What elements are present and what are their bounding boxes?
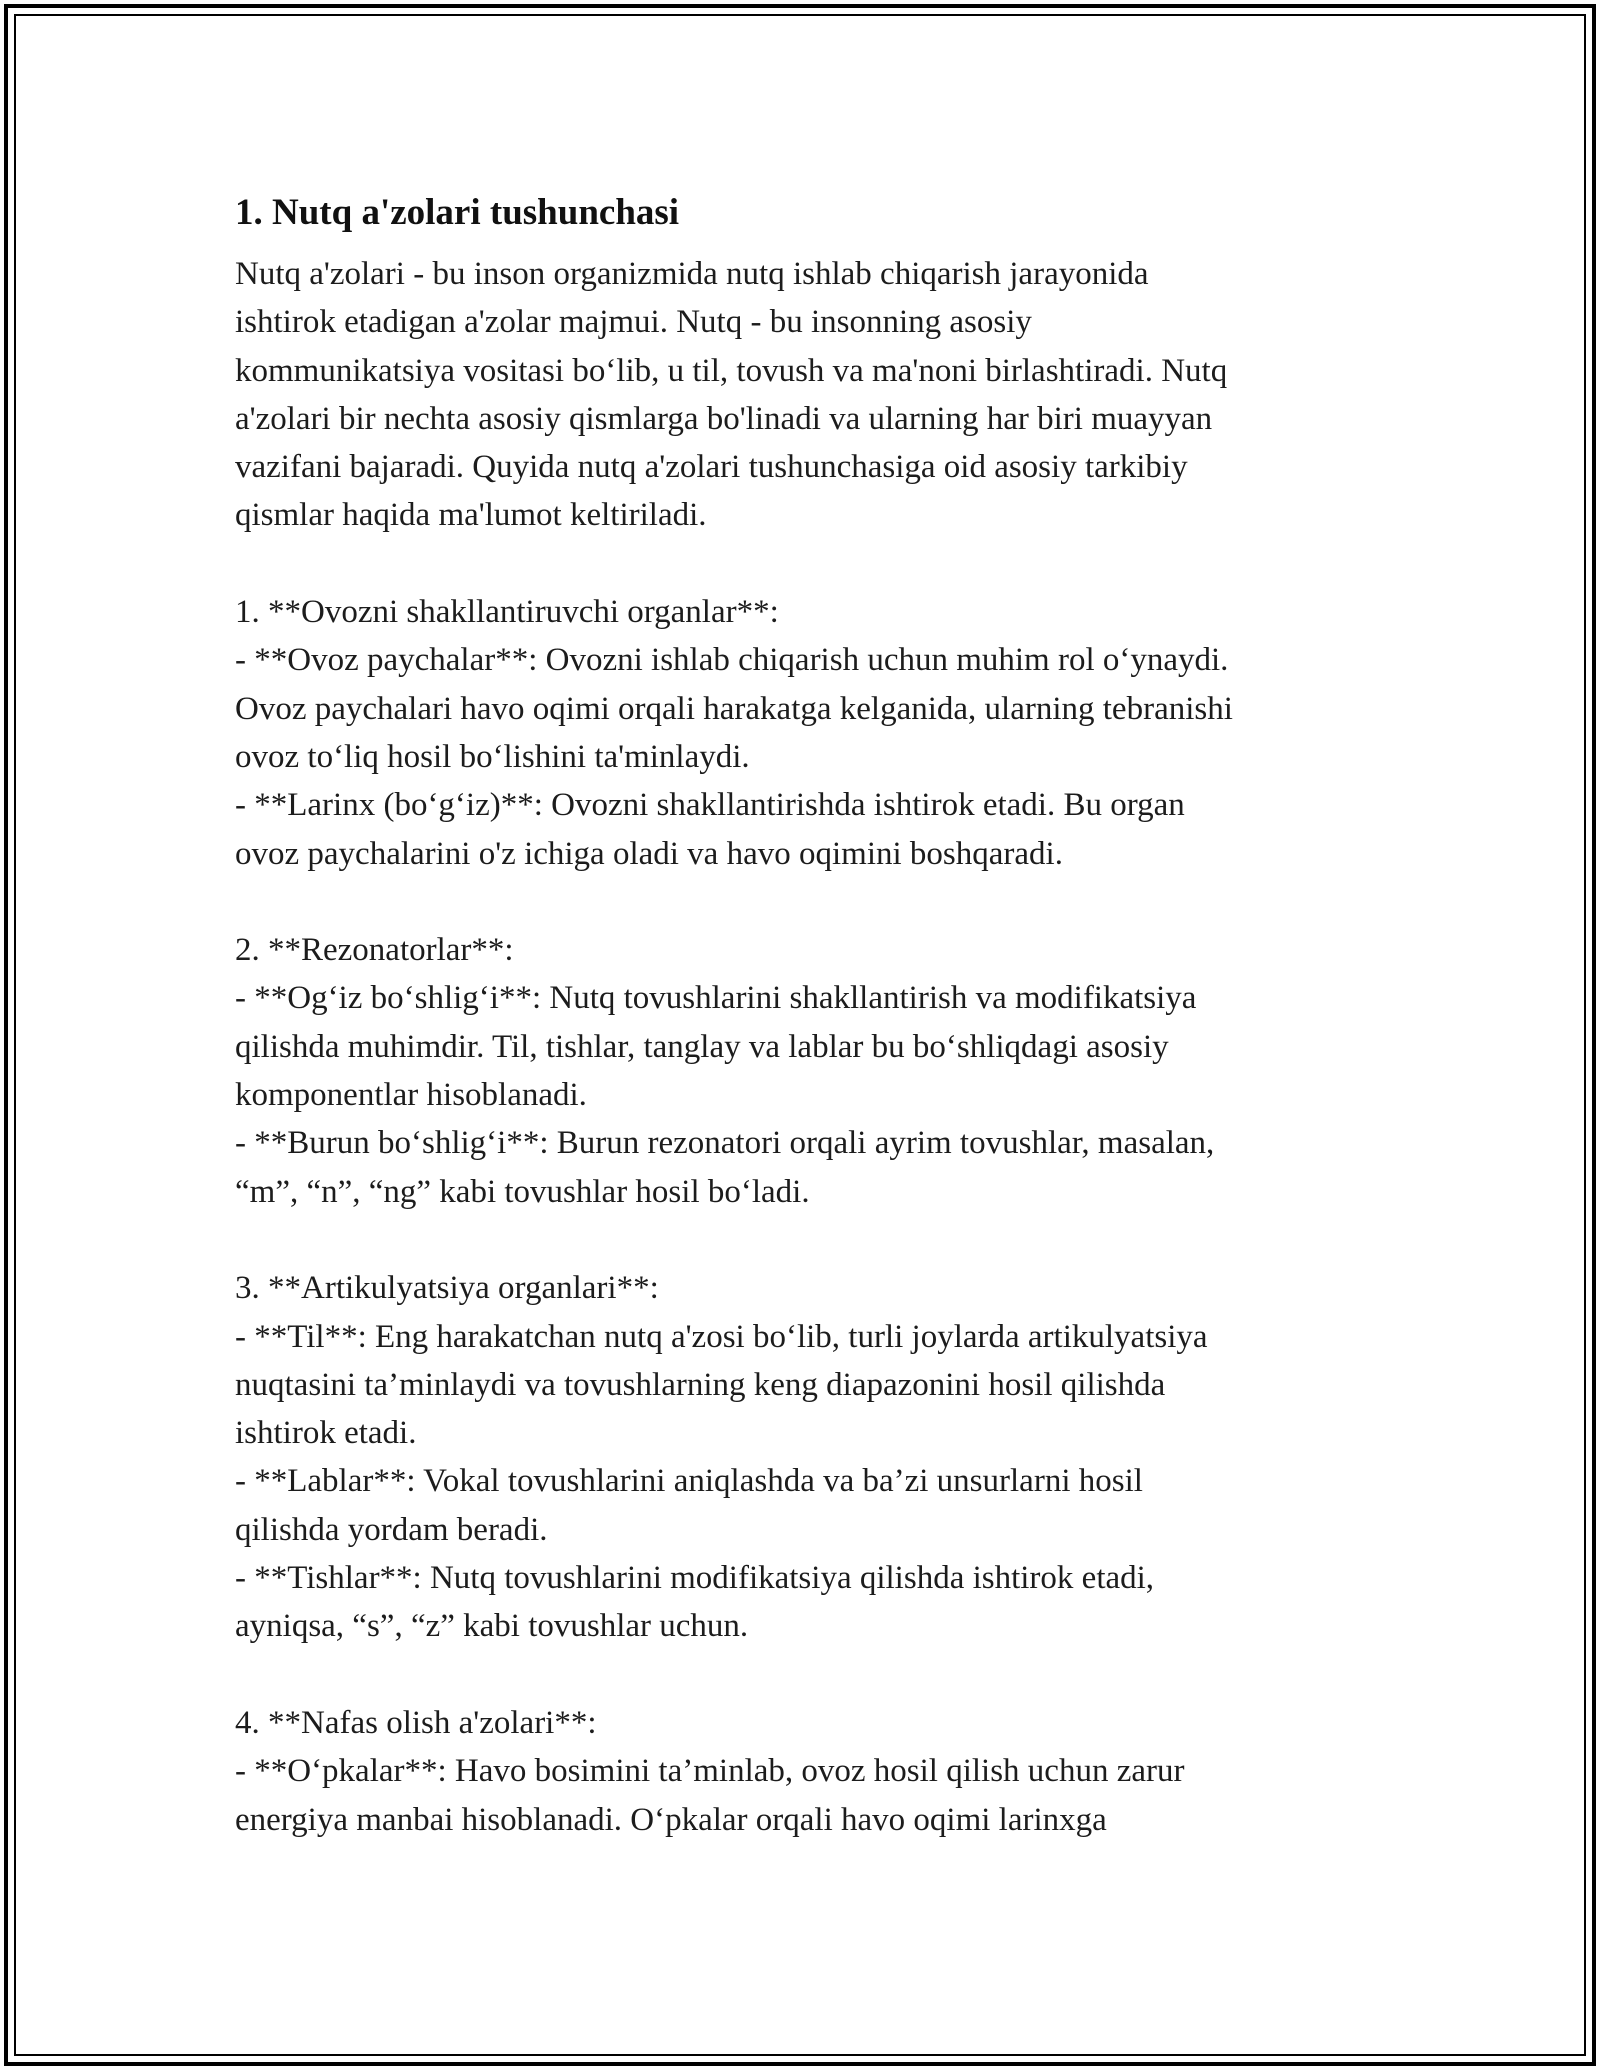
section-heading: 1. Nutq a'zolari tushunchasi bbox=[235, 192, 680, 233]
body-text: Nutq a'zolari - bu inson organizmida nutq ishlab chiqarish jarayonida ishtirok etadigan a'zolar majmui. Nutq - bu insonning asosiy kommunikatsiya vositasi bo‘lib, u til, tovush va ma'noni birlashtiradi. Nutq a'zolari bir nechta asosiy qismlarga bo'linadi va ularning har biri muayyan vazifani bajaradi. Quyida nutq a'zolari tushunchasiga oid asosiy tarkibiy qismlar haqida ma'lumot keltiriladi. 1. **Ovozni shakllantiruvchi organlar**: - **Ovoz paychalar**: Ovozni ishlab chiqarish uchun muhim rol o‘ynaydi. Ovoz paychalari havo oqimi orqali harakatga kelganida, ularning tebranishi ovoz to‘liq hosil bo‘lishini ta'minlaydi. - **Larinx (bo‘g‘iz)**: Ovozni shakllantirishda ishtirok etadi. Bu organ ovoz paychalarini o'z ichiga oladi va havo oqimini boshqaradi. 2. **Rezonatorlar**: - **Og‘iz bo‘shlig‘i**: Nutq tovushlarini shakllantirish va modifikatsiya qilishda muhimdir. Til, tishlar, tanglay va lablar bu bo‘shliqdagi asosiy komponentlar hisoblanadi. - **Burun bo‘shlig‘i**: Burun rezonatori orqali ayrim tovushlar, masalan, “m”, “n”, “ng” kabi tovushlar hosil bo‘ladi. 3. **Artikulyatsiya organlari**: - **Til**: Eng harakatchan nutq a'zosi bo‘lib, turli joylarda artikulyatsiya nuqtasini ta’minlaydi va tovushlarning keng diapazonini hosil qilishda ishtirok etadi. - **Lablar**: Vokal tovushlarini aniqlashda va ba’zi unsurlarni hosil qilishda yordam beradi. - **Tishlar**: Nutq tovushlarini modifikatsiya qilishda ishtirok etadi, ayniqsa, “s”, “z” kabi tovushlar uchun. 4. **Nafas olish a'zolari**: - **O‘pkalar**: Havo bosimini ta’minlab, ovoz hosil qilish uchun zarur energiya manbai hisoblanadi. O‘pkalar orqali havo oqimi larinxga bbox=[235, 256, 1233, 1838]
document-content bbox=[235, 183, 1395, 1844]
